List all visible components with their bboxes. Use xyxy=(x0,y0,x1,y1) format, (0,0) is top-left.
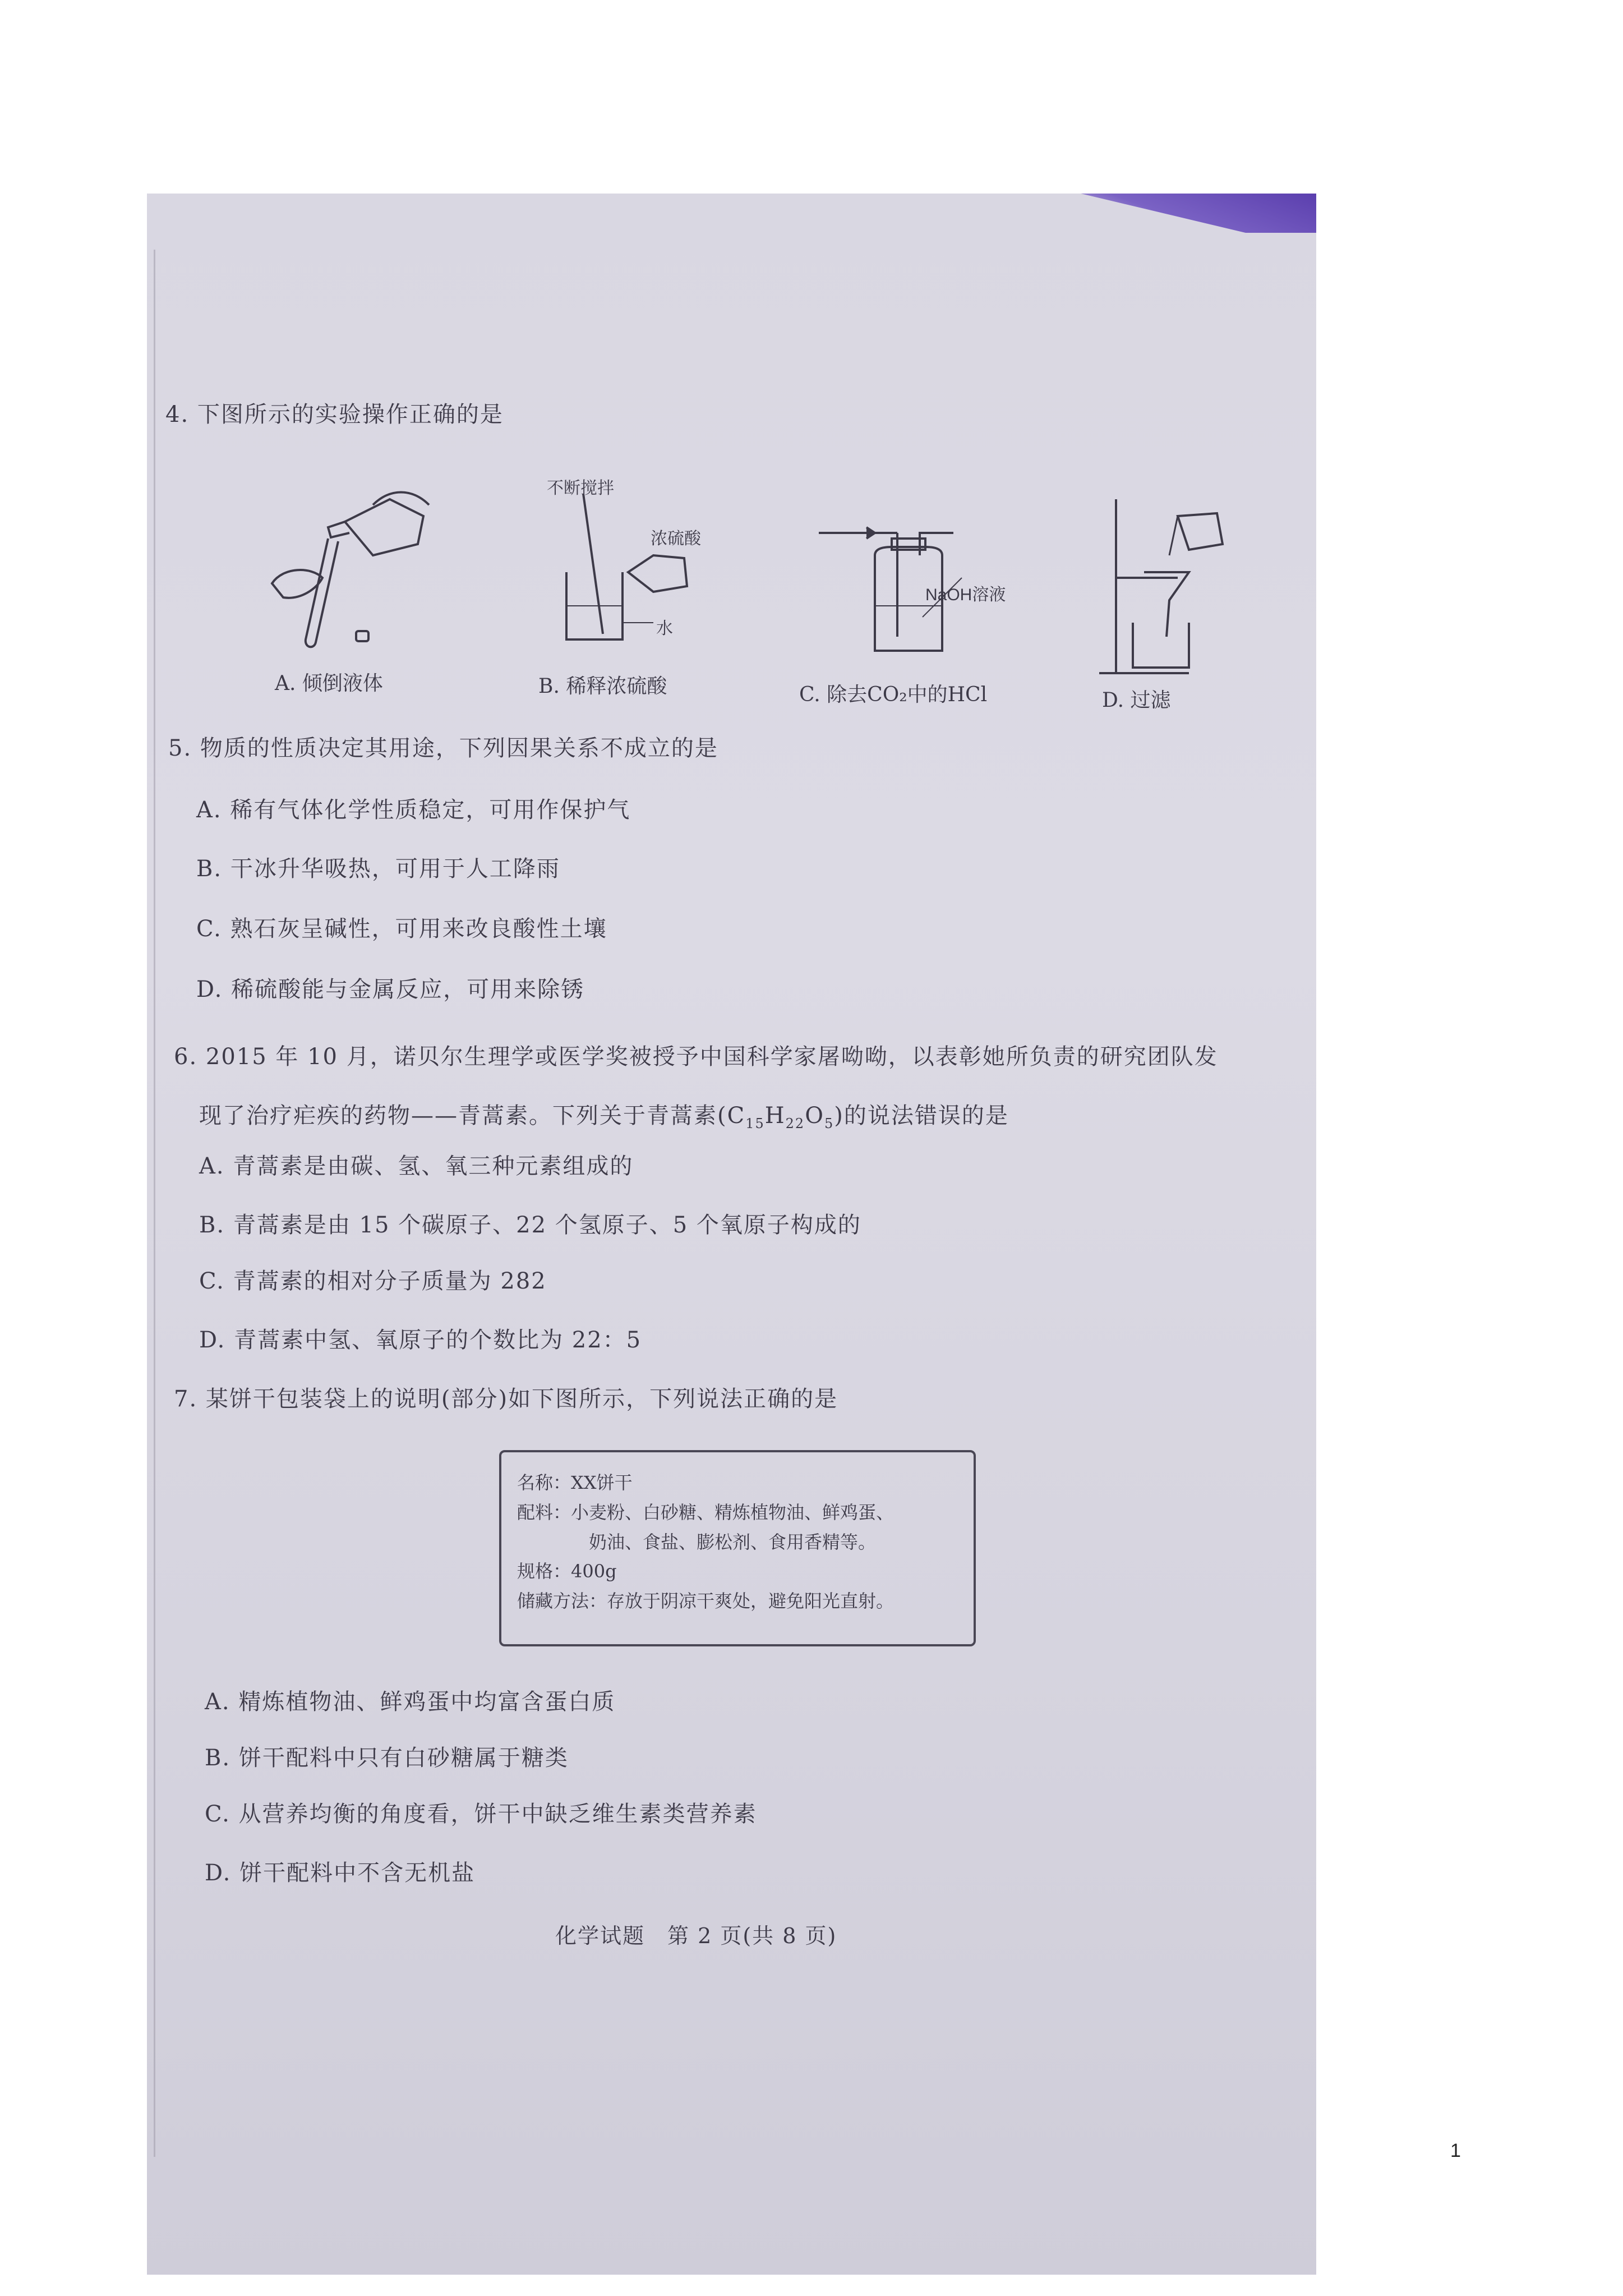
label-ingredients-1: 配料：小麦粉、白砂糖、精炼植物油、鲜鸡蛋、 xyxy=(517,1501,895,1523)
q6-stem-line1: 6. 2015 年 10 月，诺贝尔生理学或医学奖被授予中国科学家屠呦呦，以表彰她所负责的研究团队发 xyxy=(174,1044,1218,1070)
label-name: 名称：XX饼干 xyxy=(517,1472,633,1493)
q5-option-a: A. 稀有气体化学性质稳定，可用作保护气 xyxy=(196,797,631,823)
q5-option-d: D. 稀硫酸能与金属反应，可用来除锈 xyxy=(196,977,585,1002)
q6-stem-line2-pre: 现了治疗疟疾的药物——青蒿素。下列关于青蒿素( xyxy=(199,1103,727,1129)
purple-corner-background xyxy=(1081,194,1316,233)
figure-b-label-water: 水 xyxy=(656,619,673,638)
label-storage: 储藏方法：存放于阴凉干爽处，避免阳光直射。 xyxy=(517,1590,895,1612)
q6-stem-line2 xyxy=(199,1102,1009,1132)
q7-option-c: C. 从营养均衡的角度看，饼干中缺乏维生素类营养素 xyxy=(205,1801,757,1827)
q6-option-c: C. 青蒿素的相对分子质量为 282 xyxy=(199,1268,547,1294)
q7-stem: 7. 某饼干包装袋上的说明(部分)如下图所示，下列说法正确的是 xyxy=(174,1386,838,1412)
page-number: 1 xyxy=(1450,2140,1461,2161)
q6-option-a: A. 青蒿素是由碳、氢、氧三种元素组成的 xyxy=(199,1153,634,1179)
q4-stem: 4. 下图所示的实验操作正确的是 xyxy=(165,402,504,427)
q5-stem: 5. 物质的性质决定其用途，下列因果关系不成立的是 xyxy=(168,735,718,761)
figure-b-label-acid: 浓硫酸 xyxy=(651,529,701,549)
page-footer: 化学试题 第 2 页(共 8 页) xyxy=(555,1924,837,1948)
label-spec: 规格：400g xyxy=(517,1561,617,1582)
figure-c-caption: C. 除去CO₂中的HCl xyxy=(799,683,988,706)
figure-b-caption: B. 稀释浓硫酸 xyxy=(538,675,667,698)
paper-left-edge xyxy=(154,250,155,2157)
q7-option-a: A. 精炼植物油、鲜鸡蛋中均富含蛋白质 xyxy=(205,1689,616,1715)
q5-option-b: B. 干冰升华吸热，可用于人工降雨 xyxy=(196,856,560,882)
figure-c-label-naoh: NaOH溶液 xyxy=(925,586,1006,604)
figure-d-filtration xyxy=(1094,494,1228,684)
q7-option-b: B. 饼干配料中只有白砂糖属于糖类 xyxy=(205,1745,569,1771)
figure-a-pouring-liquid xyxy=(261,471,440,662)
figure-d-caption: D. 过滤 xyxy=(1102,689,1171,712)
q6-option-b: B. 青蒿素是由 15 个碳原子、22 个氢原子、5 个氧原子构成的 xyxy=(199,1212,861,1238)
figure-b-label-stir: 不断搅拌 xyxy=(547,478,614,498)
figure-a-caption: A. 倾倒液体 xyxy=(275,672,383,695)
q6-option-d: D. 青蒿素中氢、氧原子的个数比为 22：5 xyxy=(199,1327,642,1353)
q7-option-d: D. 饼干配料中不含无机盐 xyxy=(205,1860,476,1886)
q5-option-c: C. 熟石灰呈碱性，可用来改良酸性土壤 xyxy=(196,916,607,942)
q6-stem-line2-post: )的说法错误的是 xyxy=(834,1103,1009,1129)
label-ingredients-2: 奶油、食盐、膨松剂、食用香精等。 xyxy=(589,1531,877,1553)
biscuit-package-label xyxy=(499,1450,976,1646)
artemisinin-formula: $C_{15}H_{22}O_5$ xyxy=(727,1103,834,1131)
